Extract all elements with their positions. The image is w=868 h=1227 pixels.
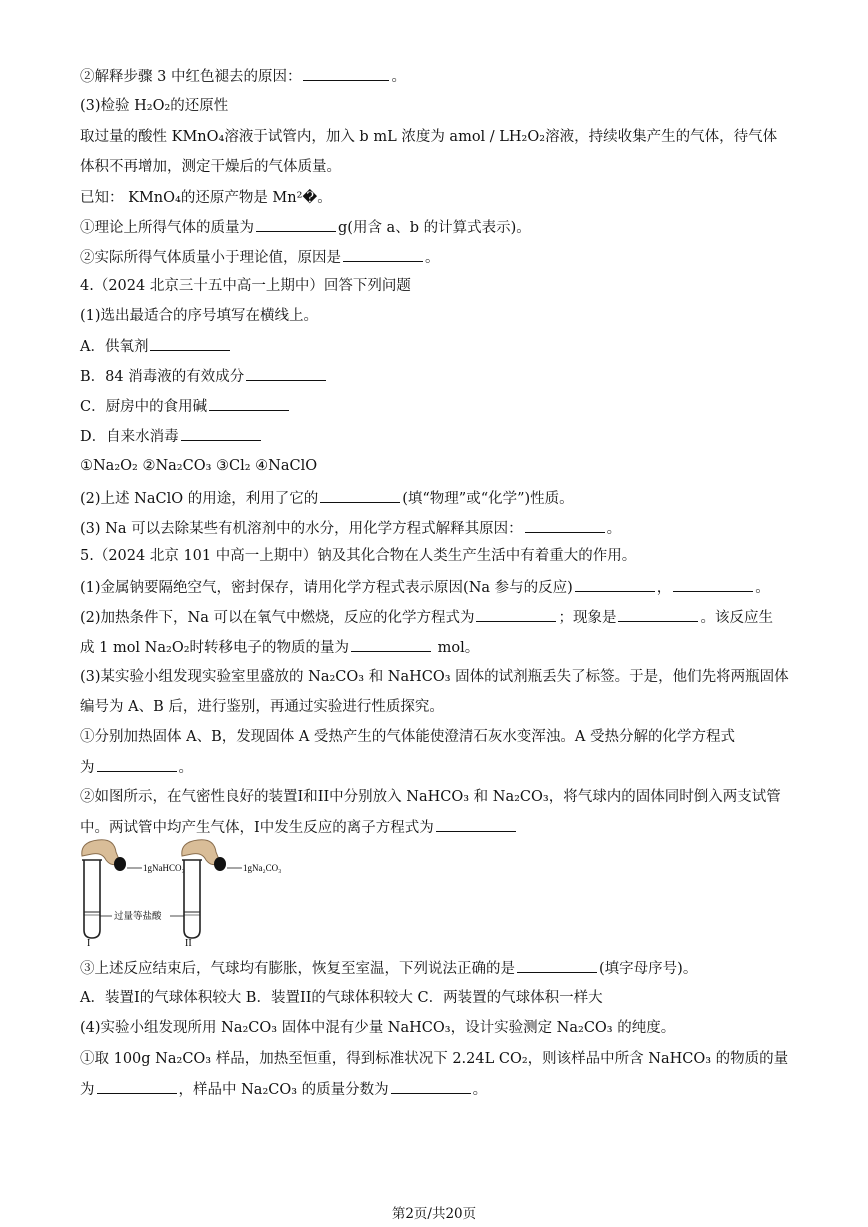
answer-blank[interactable]	[351, 637, 431, 652]
text: ③上述反应结束后，气球均有膨胀，恢复至室温，下列说法正确的是	[80, 961, 515, 977]
text: 。	[391, 69, 406, 85]
text: 中。两试管中均产生气体，I中发生反应的离子方程式为	[80, 820, 434, 836]
balloon-1	[82, 840, 126, 871]
question-heading: 5.（2024 北京 101 中高一上期中）钠及其化合物在人类生产生活中有着重大的作用。	[80, 548, 637, 564]
text-line	[80, 66, 808, 87]
text: ②解释步骤 3 中红色褪去的原因：	[80, 69, 302, 85]
text: A．供氧剂	[80, 339, 149, 355]
text: 为	[80, 760, 95, 776]
text-line	[80, 247, 808, 268]
answer-blank[interactable]	[303, 66, 389, 81]
text: 。	[606, 521, 622, 537]
text-line	[80, 518, 808, 539]
text: g(用含 a、b 的计算式表示)。	[338, 220, 531, 236]
answer-blank[interactable]	[525, 518, 605, 533]
text-line	[80, 577, 808, 598]
text: 。该反应生	[700, 610, 773, 626]
text-line: ①取 100g Na₂CO₃ 样品，加热至恒重，得到标准状况下 2.24L CO₂，则该样品中所含 NaHCO₃ 的物质的量	[80, 1051, 789, 1067]
answer-blank[interactable]	[320, 488, 400, 503]
text: 。	[472, 1082, 488, 1098]
answer-blank[interactable]	[391, 1079, 471, 1094]
tube-2-label: II	[185, 938, 192, 948]
answer-blank[interactable]	[436, 817, 516, 832]
text: D．自来水消毒	[80, 429, 179, 445]
answer-blank[interactable]	[575, 577, 655, 592]
text-line: (1)选出最适合的序号填写在横线上。	[80, 308, 319, 324]
text: mol。	[433, 640, 480, 656]
text-line: (4)实验小组发现所用 Na₂CO₃ 固体中混有少量 NaHCO₃，设计实验测定 Na₂CO₃ 的纯度。	[80, 1020, 676, 1036]
answer-blank[interactable]	[256, 217, 336, 232]
text-line: 已知： KMnO₄的还原产物是 Mn²�。	[80, 190, 332, 206]
text-line: 体积不再增加，测定干燥后的气体质量。	[80, 159, 341, 175]
text: ，	[656, 580, 672, 596]
text: ，样品中 Na₂CO₃ 的质量分数为	[178, 1082, 389, 1098]
text: ；现象是	[558, 610, 617, 626]
text-line: ①分别加热固体 A、B，发现固体 A 受热产生的气体能使澄清石灰水变浑浊。A 受热分解的化学方程式	[80, 729, 736, 745]
text: (填字母序号)。	[599, 961, 698, 977]
text-line: (3)某实验小组发现实验室里盛放的 Na₂CO₃ 和 NaHCO₃ 固体的试剂瓶丢失了标签。于是，他们先将两瓶固体	[80, 669, 789, 685]
text-line	[80, 757, 808, 778]
option-line	[80, 396, 808, 417]
answer-blank[interactable]	[181, 426, 261, 441]
balloon-2	[182, 840, 226, 871]
text-line: 取过量的酸性 KMnO₄溶液于试管内，加入 b mL 浓度为 amol / LH₂O₂溶液，持续收集产生的气体，待气体	[80, 129, 778, 145]
text-line	[80, 1079, 808, 1100]
text: 为	[80, 1082, 95, 1098]
answer-blank[interactable]	[97, 757, 177, 772]
answer-blank[interactable]	[150, 336, 230, 351]
text: (1)金属钠要隔绝空气，密封保存，请用化学方程式表示原因(Na 参与的反应)	[80, 580, 573, 596]
answer-blank[interactable]	[517, 958, 597, 973]
options-line: A．装置I的气球体积较大 B．装置II的气球体积较大 C．两装置的气球体积一样大	[80, 990, 603, 1006]
text: (3) Na 可以去除某些有机溶剂中的水分，用化学方程式解释其原因：	[80, 521, 523, 537]
text: 。	[178, 760, 193, 776]
question-heading: 4.（2024 北京三十五中高一上期中）回答下列问题	[80, 278, 411, 294]
text: B．84 消毒液的有效成分	[80, 369, 245, 385]
text-line	[80, 607, 808, 628]
text-line	[80, 958, 808, 979]
page-footer: 第2页/共20页	[391, 1206, 477, 1222]
text: C．厨房中的食用碱	[80, 399, 208, 415]
answer-blank[interactable]	[97, 1079, 177, 1094]
text: 。	[425, 250, 440, 266]
text: (2)上述 NaClO 的用途，利用了它的	[80, 491, 319, 507]
option-line	[80, 426, 808, 447]
answer-blank[interactable]	[618, 607, 698, 622]
text-line	[80, 817, 808, 838]
option-line	[80, 366, 808, 387]
text: (填“物理”或“化学”)性质。	[402, 491, 574, 507]
apparatus-figure	[72, 838, 332, 948]
answer-blank[interactable]	[343, 247, 423, 262]
answer-blank[interactable]	[673, 577, 753, 592]
acid-label: 过量等盐酸	[114, 912, 162, 922]
text-line	[80, 637, 808, 658]
text-line: (3)检验 H₂O₂的还原性	[80, 98, 229, 114]
answer-blank[interactable]	[476, 607, 556, 622]
text-line: 编号为 A、B 后，进行鉴别，再通过实验进行性质探究。	[80, 699, 444, 715]
text-line	[80, 488, 808, 509]
choices-line: ①Na₂O₂ ②Na₂CO₃ ③Cl₂ ④NaClO	[80, 458, 318, 474]
tube-1-reagent-label: 1gNaHCO₃	[143, 863, 185, 873]
test-tube-1	[82, 860, 102, 938]
text: 成 1 mol Na₂O₂时转移电子的物质的量为	[80, 640, 350, 656]
text-line: ②如图所示，在气密性良好的装置I和II中分别放入 NaHCO₃ 和 Na₂CO₃，将气球内的固体同时倒入两支试管	[80, 789, 781, 805]
option-line	[80, 336, 808, 357]
test-tube-2	[182, 860, 202, 938]
tube-2-reagent-label: 1gNa₂CO₃	[243, 863, 282, 873]
text: ①理论上所得气体的质量为	[80, 220, 254, 236]
text: (2)加热条件下，Na 可以在氧气中燃烧，反应的化学方程式为	[80, 610, 475, 626]
text: 。	[755, 580, 770, 596]
answer-blank[interactable]	[209, 396, 289, 411]
tube-1-label: I	[87, 938, 91, 948]
text: ②实际所得气体质量小于理论值，原因是	[80, 250, 341, 266]
text-line	[80, 217, 808, 238]
answer-blank[interactable]	[246, 366, 326, 381]
